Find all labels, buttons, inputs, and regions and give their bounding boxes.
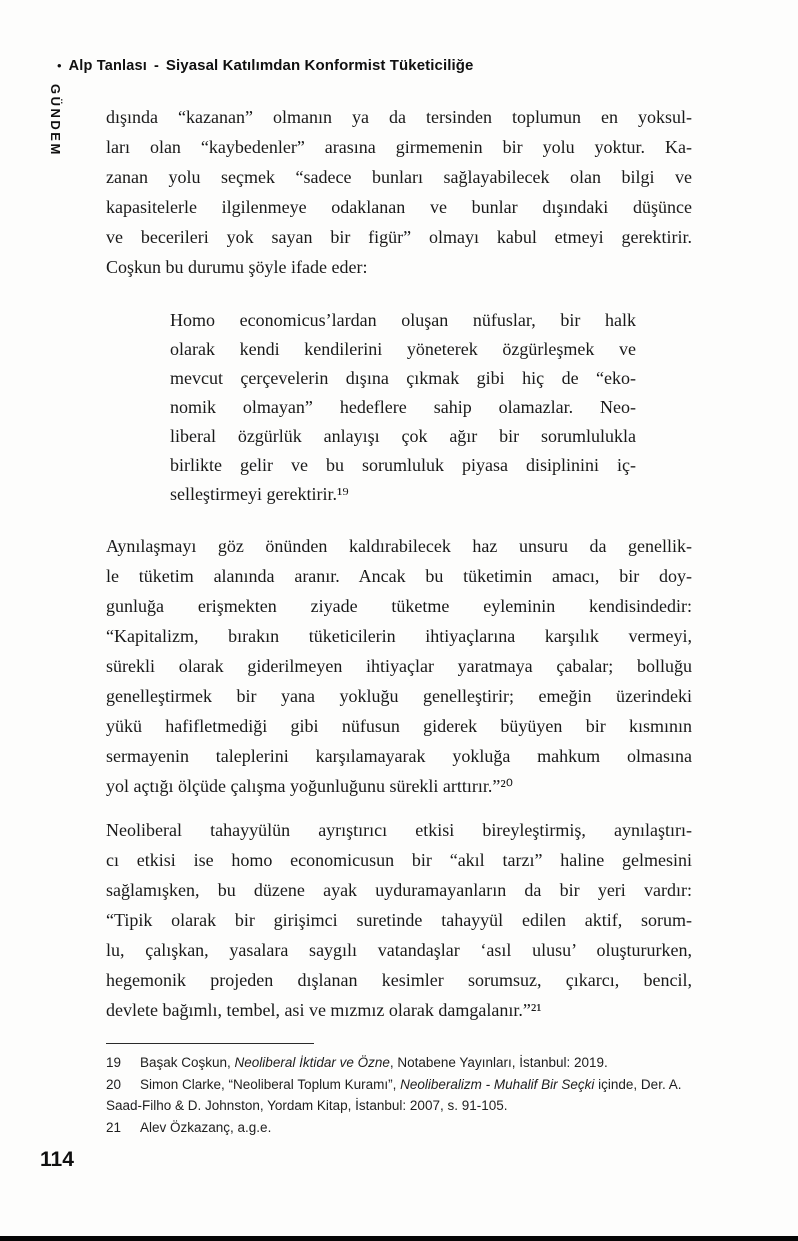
text-line: genelleştirmek bir yana yokluğu genelleştirir; emeğin üzerindeki: [106, 686, 692, 706]
footnote: [106, 1117, 692, 1138]
text-line: zanan yolu seçmek “sadece bunları sağlayabilecek olan bilgi ve: [106, 167, 692, 187]
text-line: selleştirmeyi gerektirir.¹⁹: [170, 484, 349, 504]
header-book-title: Siyasal Katılımdan Konformist Tüketiciliğe: [165, 57, 474, 74]
text-line: cı etkisi ise homo economicusun bir “akıl tarzı” haline gelmesini: [106, 850, 692, 870]
footnotes: [106, 1052, 692, 1138]
header-author: Alp Tanlası: [68, 58, 148, 74]
header-separator: -: [154, 58, 159, 74]
text-line: dışında “kazanan” olmanın ya da tersinden toplumun en yoksul-: [106, 107, 692, 127]
bullet-icon: •: [57, 58, 62, 73]
text-line: Coşkun bu durumu şöyle ifade eder:: [106, 257, 368, 277]
text-line: gunluğa erişmekten ziyade tüketme eyleminin kendisindedir:: [106, 596, 692, 616]
paragraph: [106, 531, 692, 801]
footnote-text-part: Neoliberalizm - Muhalif Bir Seçki: [400, 1077, 595, 1092]
paragraph: [106, 102, 692, 282]
footnote-text-part: , Notabene Yayınları, İstanbul: 2019.: [389, 1055, 608, 1070]
footnote-separator: [106, 1043, 314, 1044]
text-line: le tüketim alanında aranır. Ancak bu tüketimin amacı, bir doy-: [106, 566, 692, 586]
page-bottom-edge: [0, 1236, 798, 1241]
footnote-number: 19: [106, 1055, 122, 1070]
text-line: sağlamışken, bu düzene ayak uyduramayanların da bir yeri vardır:: [106, 880, 692, 900]
text-line: birlikte gelir ve bu sorumluluk piyasa disiplinini iç-: [170, 455, 636, 475]
section-margin-label: GÜNDEM: [48, 84, 63, 157]
text-line: mevcut çerçevelerin dışına çıkmak gibi hiç de “eko-: [170, 368, 636, 388]
text-line: nomik olmayan” hedeflere sahip olamazlar. Neo-: [170, 397, 636, 417]
text-line: “Tipik olarak bir girişimci suretinde tahayyül edilen aktif, sorum-: [106, 910, 692, 930]
text-line: lu, çalışkan, yasalara saygılı vatandaşlar ‘asıl ulusu’ oluştururken,: [106, 940, 692, 960]
footnote-number: 21: [106, 1120, 122, 1135]
text-line: liberal özgürlük anlayışı çok ağır bir sorumlulukla: [170, 426, 636, 446]
text-line: olarak kendi kendilerini yöneterek özgürleşmek ve: [170, 339, 636, 359]
text-line: sürekli olarak giderilmeyen ihtiyaçlar yaratmaya çabalar; bolluğu: [106, 656, 692, 676]
text-line: “Kapitalizm, bırakın tüketicilerin ihtiyaçlarına karşılık vermeyi,: [106, 626, 692, 646]
footnote-text-part: Simon Clarke, “Neoliberal Toplum Kuramı”,: [140, 1077, 401, 1092]
page-content: [106, 102, 692, 1139]
text-line: Homo economicus’lardan oluşan nüfuslar, bir halk: [170, 310, 636, 330]
blockquote: [170, 306, 636, 509]
text-line: Aynılaşmayı göz önünden kaldırabilecek haz unsuru da genellik-: [106, 536, 692, 556]
footnote-text-part: Neoliberal İktidar ve Özne: [234, 1055, 390, 1070]
text-line: ve becerileri yok sayan bir figür” olmayı kabul etmeyi gerektirir.: [106, 227, 692, 247]
footnote-text-part: Başak Coşkun,: [140, 1055, 235, 1070]
text-line: hegemonik projeden dışlanan kesimler sorumsuz, çıkarcı, bencil,: [106, 970, 692, 990]
text-line: sermayenin taleplerini karşılamayarak yokluğa mahkum olmasına: [106, 746, 692, 766]
text-line: Neoliberal tahayyülün ayrıştırıcı etkisi bireyleştirmiş, aynılaştırı-: [106, 820, 692, 840]
text-line: yol açtığı ölçüde çalışma yoğunluğunu sürekli arttırır.”²⁰: [106, 776, 514, 796]
footnote-number: 20: [106, 1077, 122, 1092]
footnote-text-part: içinde, Der. A. Saad-Filho & D. Johnston, Yordam Kitap, İstanbul: 2007, s. 91-105.: [106, 1077, 682, 1113]
footnote: [106, 1052, 692, 1073]
text-line: yükü hafifletmediği gibi nüfusun giderek büyüyen bir kısmının: [106, 716, 692, 736]
text-line: kapasitelerle ilgilenmeye odaklanan ve bunlar dışındaki düşünce: [106, 197, 692, 217]
running-header: [57, 57, 474, 74]
footnote: [106, 1074, 692, 1116]
text-line: devlete bağımlı, tembel, asi ve mızmız olarak damgalanır.”²¹: [106, 1000, 542, 1020]
footnote-text-part: Alev Özkazanç, a.g.e.: [140, 1120, 272, 1135]
paragraph: [106, 815, 692, 1025]
text-line: ları olan “kaybedenler” arasına girmemenin bir yolu yoktur. Ka-: [106, 137, 692, 157]
page-number: 114: [40, 1148, 74, 1171]
